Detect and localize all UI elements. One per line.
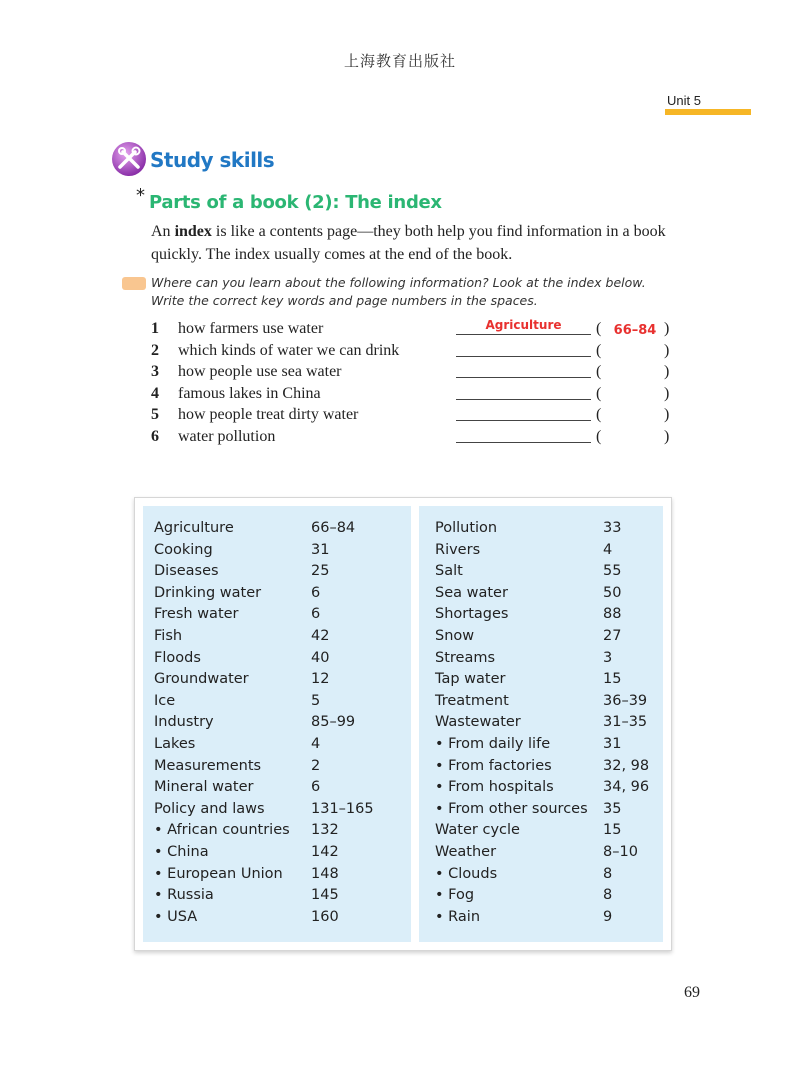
question-item: 6 water pollution ( ) [151, 427, 670, 445]
index-term: Snow [435, 627, 475, 644]
index-term: Pollution [435, 520, 498, 536]
index-pages: 160 [311, 908, 339, 925]
index-entry [435, 822, 657, 844]
question-item: 5 how people treat dirty water ( ) [151, 406, 670, 423]
index-term: Rivers [435, 541, 481, 558]
index-entry [154, 563, 404, 585]
index-pages: 9 [603, 908, 613, 925]
index-term: • Clouds [435, 865, 498, 882]
index-entry [435, 542, 657, 564]
index-pages: 36–39 [603, 692, 648, 709]
index-pages: 8–10 [603, 843, 638, 860]
index-pages: 31 [603, 735, 622, 752]
index-term: Lakes [154, 735, 196, 752]
study-skills-icon [111, 141, 147, 177]
index-entry [435, 585, 657, 607]
index-pages: 5 [311, 692, 321, 709]
index-entry [435, 736, 657, 758]
index-entry [435, 714, 657, 736]
index-pages: 132 [311, 822, 339, 839]
page-number: 69 [684, 984, 700, 1001]
question-item: 3 how people use sea water ( ) [151, 363, 670, 380]
index-entry [435, 887, 657, 909]
index-term: • From hospitals [435, 779, 554, 796]
index-term: Mineral water [154, 779, 254, 796]
index-entry [154, 758, 404, 780]
intro-bold-term: index [174, 223, 212, 240]
index-pages: 32, 98 [603, 757, 650, 774]
index-entry [435, 779, 657, 801]
index-entry [435, 650, 657, 672]
index-term: Weather [435, 843, 497, 860]
index-term: Measurements [154, 757, 262, 774]
index-entry [435, 801, 657, 823]
index-pages: 33 [603, 520, 622, 536]
index-entry [154, 606, 404, 628]
index-entry [154, 736, 404, 758]
index-term: Salt [435, 563, 463, 580]
index-pages: 142 [311, 843, 339, 860]
index-pages: 6 [311, 584, 321, 601]
index-entry [154, 520, 404, 542]
index-pages: 35 [603, 800, 622, 817]
index-term: • From other sources [435, 800, 588, 817]
index-pages: 40 [311, 649, 330, 666]
index-entry [435, 909, 657, 931]
index-column-right [435, 520, 657, 930]
index-entry [435, 671, 657, 693]
index-entry [435, 606, 657, 628]
index-term: • Russia [154, 887, 214, 904]
answer-blank[interactable] [456, 399, 591, 400]
index-entry [435, 758, 657, 780]
optional-asterisk: * [136, 185, 145, 206]
index-term: Treatment [435, 692, 509, 709]
index-entry [154, 671, 404, 693]
index-pages: 25 [311, 563, 330, 580]
instructions: Where can you learn about the following information? Look at the index below. Write the correct key words and page numbers in the spaces. [151, 275, 646, 308]
answer-pages[interactable]: 66–84 [613, 323, 657, 338]
index-pages: 4 [311, 735, 321, 752]
index-term: Water cycle [435, 822, 520, 839]
index-entry [435, 563, 657, 585]
index-term: • From daily life [435, 735, 551, 752]
index-term: • Fog [435, 887, 475, 904]
index-pages: 27 [603, 627, 622, 644]
index-entry [154, 779, 404, 801]
index-pages: 55 [603, 563, 622, 580]
index-entry [154, 822, 404, 844]
index-entry [154, 628, 404, 650]
instruction-tag [122, 277, 146, 290]
answer-blank[interactable] [456, 442, 591, 443]
index-term: Fish [154, 627, 183, 644]
index-term: Ice [154, 692, 176, 709]
index-column-left [154, 520, 404, 930]
index-pages: 2 [311, 757, 321, 774]
index-term: • Rain [435, 908, 481, 925]
answer-blank[interactable] [456, 377, 591, 378]
index-pages: 15 [603, 671, 622, 688]
publisher-name: 上海教育出版社 [343, 52, 456, 70]
index-entry [435, 628, 657, 650]
index-pages: 88 [603, 606, 622, 623]
answer-blank[interactable] [456, 420, 591, 421]
unit-bar [665, 109, 751, 115]
index-entry [154, 844, 404, 866]
question-item: 4 famous lakes in China ( ) [151, 384, 670, 402]
question-item: 1 how farmers use water Agriculture ( 66–84 ) [151, 320, 681, 342]
index-term: • USA [154, 908, 198, 925]
index-term: • African countries [154, 822, 290, 839]
answer-blank[interactable] [456, 334, 591, 335]
question-item: 2 which kinds of water we can drink ( ) [151, 341, 670, 359]
index-pages: 66–84 [311, 520, 356, 536]
index-entry [154, 866, 404, 888]
index-term: Floods [154, 649, 201, 666]
index-term: Diseases [154, 563, 219, 580]
index-term: Agriculture [154, 520, 234, 536]
index-term: • From factories [435, 757, 552, 774]
index-pages: 148 [311, 865, 339, 882]
index-entry [435, 693, 657, 715]
index-entry [154, 714, 404, 736]
index-entry [154, 542, 404, 564]
index-pages: 34, 96 [603, 779, 650, 796]
index-term: • European Union [154, 865, 283, 882]
index-pages: 31 [311, 541, 330, 558]
index-pages: 42 [311, 627, 330, 644]
index-panel [143, 506, 663, 942]
index-term: Wastewater [435, 714, 521, 731]
index-entry [154, 650, 404, 672]
index-term: Fresh water [154, 606, 239, 623]
index-pages: 145 [311, 887, 339, 904]
answer-blank[interactable] [456, 356, 591, 357]
index-term: Industry [154, 714, 214, 731]
index-pages: 4 [603, 541, 613, 558]
index-entry [154, 585, 404, 607]
index-term: Tap water [435, 671, 506, 688]
study-skills-heading: Study skills [150, 148, 275, 172]
index-pages: 8 [603, 865, 613, 882]
index-entry [154, 887, 404, 909]
intro-paragraph: An index is like a contents page—they both help you find information in a book quickly. The index usually comes at the end of the book. [151, 223, 666, 263]
index-term: Streams [435, 649, 496, 666]
question-list [151, 320, 681, 449]
index-pages: 31–35 [603, 714, 648, 731]
index-entry [435, 866, 657, 888]
index-divider [411, 506, 419, 942]
index-pages: 50 [603, 584, 622, 601]
unit-label: Unit 5 [667, 93, 701, 108]
index-entry [154, 693, 404, 715]
index-entry [435, 520, 657, 542]
index-term: • China [154, 843, 209, 860]
index-pages: 12 [311, 671, 330, 688]
index-term: Groundwater [154, 671, 249, 688]
index-entry [154, 909, 404, 931]
index-pages: 131–165 [311, 800, 374, 817]
index-pages: 8 [603, 887, 613, 904]
index-pages: 6 [311, 779, 321, 796]
index-box [134, 497, 672, 951]
index-term: Policy and laws [154, 800, 265, 817]
index-pages: 3 [603, 649, 613, 666]
index-term: Drinking water [154, 584, 262, 601]
section-title: Parts of a book (2): The index [149, 192, 442, 213]
index-pages: 6 [311, 606, 321, 623]
index-entry [435, 844, 657, 866]
index-term: Cooking [154, 541, 213, 558]
answer-keyword: Agriculture [485, 318, 562, 332]
index-pages: 85–99 [311, 714, 356, 731]
index-pages: 15 [603, 822, 622, 839]
index-entry [154, 801, 404, 823]
index-term: Shortages [435, 606, 509, 623]
index-term: Sea water [435, 584, 508, 601]
